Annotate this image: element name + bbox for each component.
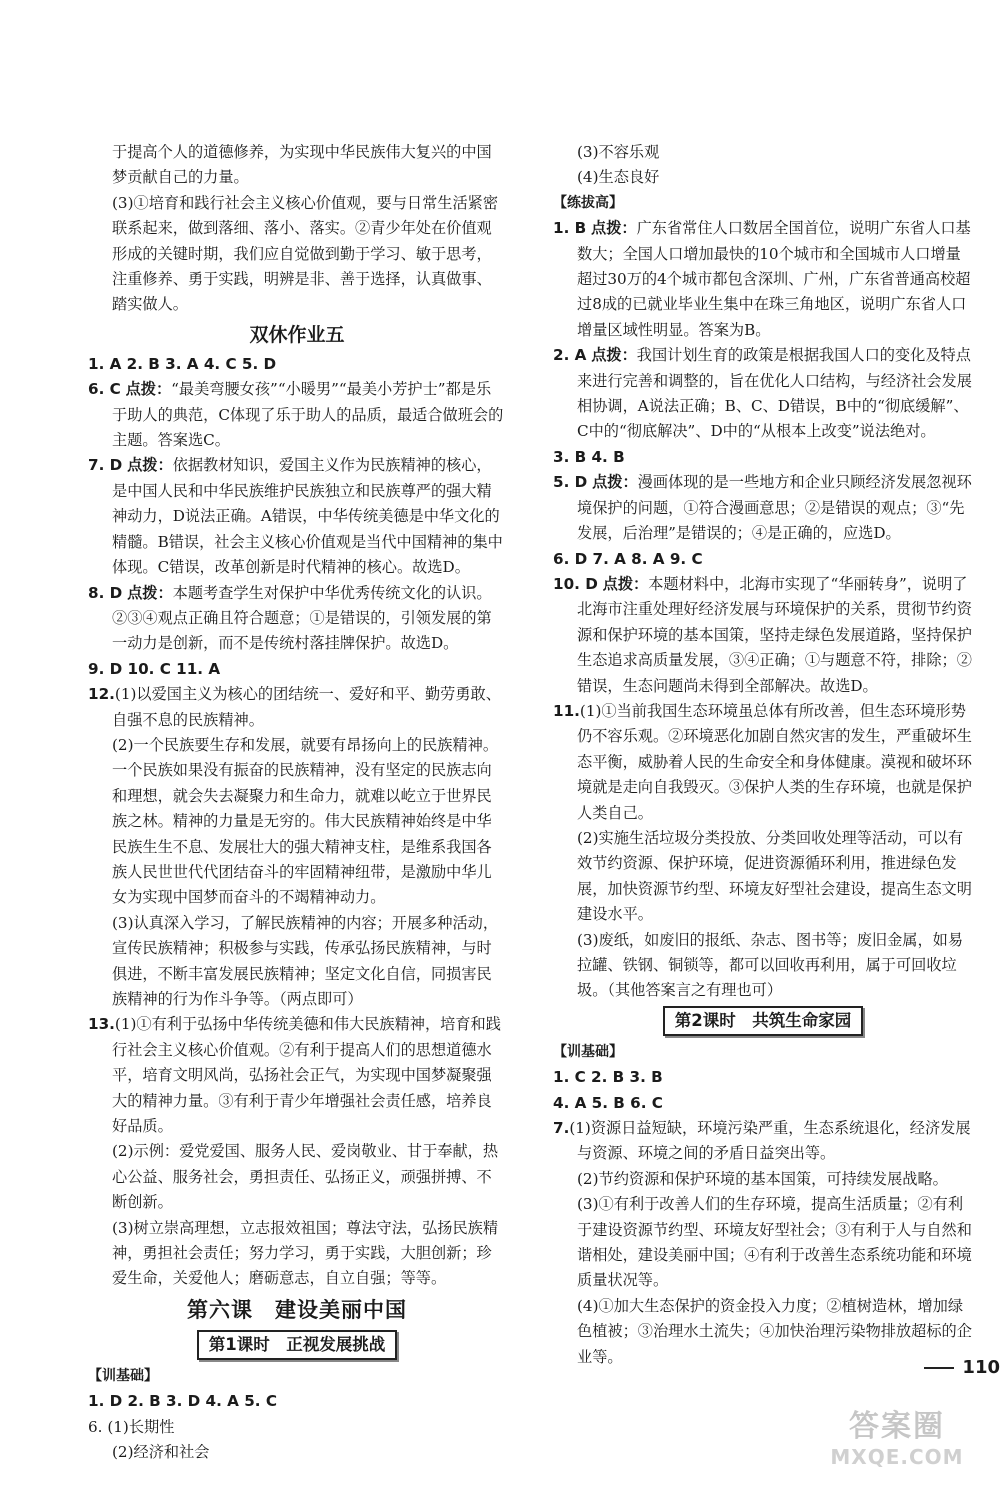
answer-number: 6. C — [88, 380, 121, 399]
hint-label: 点拨： — [127, 456, 173, 475]
answer-text: 本题材料中，北海市实现了“华丽转身”，说明了北海市注重处理好经济发展与环境保护的关系，贯彻节约资源和保护环境的基本国策，坚持走绿色发展道路，坚持保护生态追求高质量发展，③④正确；①与题意不符，排除；②错误，生态问题尚未得到全部解决。故选D。 — [577, 574, 972, 695]
answer-text: (2)示例：爱党爱国、服务人民、爱岗敬业、甘于奉献，热心公益、服务社会，勇担责任、弘扬正义，顽强拼搏、不断创新。 — [112, 1142, 499, 1212]
exercise-tag: 【训基础】 — [553, 1043, 623, 1060]
answer-text: (1)①当前我国生态环境虽总体有所改善，但生态环境形势仍不容乐观。②环境恶化加剧自然灾害的发生，严重破坏生态平衡，威胁着人民的生命安全和身体健康。漠视和破坏环境就是走向自我毁灭。③保护人类的生存环境，也就是保护人类自己。 — [577, 701, 972, 822]
answer-text: (2)一个民族要生存和发展，就要有昂扬向上的民族精神。一个民族如果没有振奋的民族精神，没有坚定的民族志向和理想，就会失去凝聚力和生命力，就难以屹立于世界民族之林。精神的力量是无穷的。伟大民族精神始终是中华民族生生不息、发展壮大的强大精神支柱，是维系我国各族人民世世代代团结奋斗的牢固精神纽带，是激励中华儿女为实现中国梦而奋斗的不竭精神动力。 — [112, 735, 499, 907]
answer-item — [553, 470, 973, 546]
answer-text: (4)生态良好 — [577, 168, 660, 187]
answer-paragraph: (3)①培育和践行社会主义核心价值观，要与日常生活紧密联系起来，做到落细、落小、落实。②青少年处在价值观形成的关键时期，我们应自觉做到勤于学习、敏于思考，注重修养、勇于实践，明辨是非、善于选择，认真做事、踏实做人。 — [112, 193, 499, 314]
answer-text: 广东省常住人口数居全国首位，说明广东省人口基数大；全国人口增加最快的10个城市和全国城市人口增量超过30万的4个城市都包含深圳、广州，广东省普通高校超过8成的已就业毕业生集中在珠三角地区，说明广东省人口增量区域性明显。答案为B。 — [577, 219, 971, 339]
answer-number: 7. D — [88, 456, 123, 475]
watermark-logo: 答案圈 — [849, 1409, 945, 1444]
answer-number: 8. D — [88, 583, 123, 602]
page-number-rule — [924, 1367, 954, 1369]
left-column — [88, 140, 506, 1466]
answer-text: 本题考查学生对保护中华优秀传统文化的认识。②③④观点正确且符合题意；①是错误的，引领发展的第一动力是创新，而不是传统村落挂牌保护。故选D。 — [112, 583, 492, 653]
exercise-tag: 【练拔高】 — [553, 194, 623, 211]
answer-text: (1)以爱国主义为核心的团结统一、爱好和平、勤劳勇敢、自强不息的民族精神。 — [112, 685, 501, 729]
answer-text: 依据教材知识，爱国主义作为民族精神的核心，是中国人民和中华民族维护民族独立和民族尊严的强大精神动力，D说法正确。A错误，中华传统美德是中华文化的精髓。B错误，社会主义核心价值观是当代中国精神的集中体现。C错误，改革创新是时代精神的核心。故选D。 — [112, 456, 503, 577]
answer-item — [88, 682, 506, 733]
answer-number: 10. D — [553, 574, 598, 593]
section-box — [553, 1006, 973, 1036]
answer-item — [88, 453, 506, 580]
hint-label: 点拨： — [602, 574, 649, 593]
answer-item — [553, 216, 973, 343]
answer-number: 7. — [553, 1119, 570, 1138]
hint-label: 点拨： — [592, 473, 638, 492]
answer-key-line: 4. A 5. B 6. C — [553, 1093, 663, 1112]
hint-label: 点拨： — [125, 380, 172, 399]
hint-label: 点拨： — [591, 219, 637, 238]
answer-item: 6. (1)长期性 — [88, 1417, 175, 1436]
hint-label: 点拨： — [591, 346, 637, 365]
answer-key-line: 3. B 4. B — [553, 447, 625, 466]
answer-key-line: 1. A 2. B 3. A 4. C 5. D — [88, 354, 277, 373]
section-title: 第2课时 共筑生命家园 — [663, 1006, 863, 1036]
answer-text: (2)实施生活垃圾分类投放、分类回收处理等活动，可以有效节约资源、保护环境，促进资源循环利用，推进绿色发展，加快资源节约型、环境友好型社会建设，提高生态文明建设水平。 — [577, 828, 972, 924]
answer-number: 12. — [88, 685, 115, 704]
answer-item — [553, 699, 973, 826]
answer-item — [88, 581, 506, 657]
answer-item — [553, 1116, 973, 1167]
answer-text: (1)①有利于弘扬中华传统美德和伟大民族精神，培育和践行社会主义核心价值观。②有利于提高人们的思想道德水平，培育文明风尚，弘扬社会正气，为实现中国梦凝聚强大的精神力量。③有利于青少年增强社会责任感，培养良好品质。 — [112, 1015, 501, 1136]
answer-text: 我国计划生育的政策是根据我国人口的变化及特点来进行完善和调整的，旨在优化人口结构，与经济社会发展相协调，A说法正确；B、C、D错误，B中的“彻底缓解”、C中的“彻底解决”、D中的“从根本上改变”说法绝对。 — [577, 346, 972, 441]
answer-text: (4)①加大生态保护的资金投入力度；②植树造林，增加绿色植被；③治理水土流失；④加快治理污染物排放超标的企业等。 — [577, 1296, 972, 1366]
answer-text: “最美弯腰女孩”“小暖男”“最美小芳护士”都是乐于助人的典范，C体现了乐于助人的品质，最适合做班会的主题。答案选C。 — [112, 380, 504, 450]
right-column — [553, 140, 973, 1370]
answer-text: (2)节约资源和保护环境的基本国策，可持续发展战略。 — [577, 1169, 948, 1188]
answer-number: 5. D — [553, 473, 588, 492]
section-heading: 双休作业五 — [249, 323, 345, 346]
answer-key-line: 1. C 2. B 3. B — [553, 1068, 663, 1087]
answer-number: 1. B — [553, 219, 587, 238]
answer-item — [88, 1012, 506, 1139]
page-number — [924, 1357, 1000, 1378]
watermark — [802, 1401, 992, 1481]
exercise-tag: 【训基础】 — [88, 1367, 158, 1384]
page-number-text: 110 — [962, 1357, 1000, 1378]
answer-key-line: 6. D 7. A 8. A 9. C — [553, 549, 703, 568]
answer-key-line: 9. D 10. C 11. A — [88, 659, 221, 678]
section-box — [88, 1330, 506, 1360]
answer-number: 13. — [88, 1015, 115, 1034]
answer-text: (1)资源日益短缺，环境污染严重，生态系统退化，经济发展与资源、环境之间的矛盾日益突出等。 — [569, 1119, 971, 1163]
answer-paragraph: 于提高个人的道德修养，为实现中华民族伟大复兴的中国梦贡献自己的力量。 — [112, 143, 492, 187]
answer-text: (3)不容乐观 — [577, 143, 660, 161]
answer-item — [553, 572, 973, 699]
section-title: 第1课时 正视发展挑战 — [197, 1330, 397, 1360]
answer-item — [88, 377, 506, 453]
answer-text: (3)认真深入学习，了解民族精神的内容；开展多种活动，宣传民族精神；积极参与实践，传承弘扬民族精神，与时俱进，不断丰富发展民族精神；坚定文化自信，同损害民族精神的行为作斗争等。（两点即可） — [112, 913, 499, 1008]
answer-text: (3)废纸，如废旧的报纸、杂志、图书等；废旧金属，如易拉罐、铁钢、铜锁等，都可以回收再利用，属于可回收垃圾。（其他答案言之有理也可） — [577, 930, 964, 1000]
lesson-title: 第六课 建设美丽中国 — [187, 1297, 407, 1322]
answer-number: 11. — [553, 701, 580, 720]
answer-text: 漫画体现的是一些地方和企业只顾经济发展忽视环境保护的问题，①符合漫画意思；②是错误的观点；③“先发展，后治理”是错误的；④是正确的，应选D。 — [577, 473, 972, 543]
watermark-url: MXQE.COM — [830, 1445, 964, 1469]
answer-text: (2)经济和社会 — [112, 1443, 210, 1462]
answer-number: 2. A — [553, 346, 587, 365]
answer-item — [553, 343, 973, 445]
answer-text: (3)①有利于改善人们的生存环境，提高生活质量；②有利于建设资源节约型、环境友好型社会；③有利于人与自然和谐相处，建设美丽中国；④有利于改善生态系统功能和环境质量状况等。 — [577, 1195, 972, 1290]
answer-key-line: 1. D 2. B 3. D 4. A 5. C — [88, 1392, 277, 1411]
answer-text: (3)树立崇高理想，立志报效祖国；尊法守法，弘扬民族精神，勇担社会责任；努力学习，勇于实践，大胆创新；珍爱生命，关爱他人；磨砺意志，自立自强；等等。 — [112, 1218, 499, 1288]
hint-label: 点拨： — [127, 583, 173, 602]
